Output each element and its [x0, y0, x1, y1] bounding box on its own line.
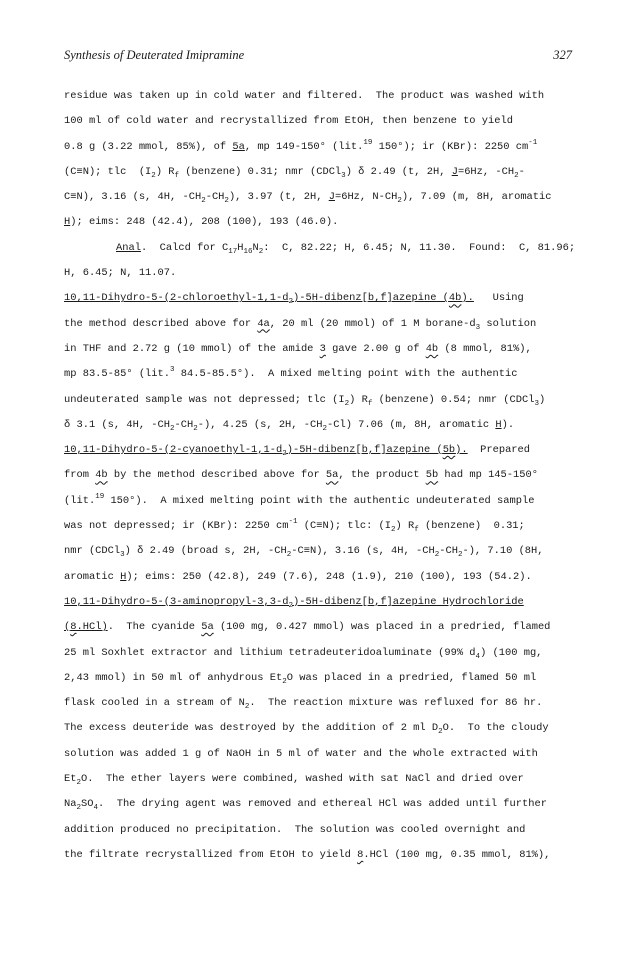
text-run: 150°); ir (KBr): 2250 cm — [372, 140, 529, 153]
text-run: )-5 — [286, 444, 306, 457]
text-run: 0.8 g (3.22 mmol, 85%), of — [64, 140, 233, 153]
underlined-text: H — [120, 570, 127, 583]
text-line — [64, 615, 574, 640]
subscript: 2 — [457, 551, 463, 560]
text-run: . The cyanide — [107, 621, 202, 634]
text-run: by the method described above for — [107, 469, 326, 482]
underlined-text: J — [328, 191, 335, 204]
text-line — [64, 590, 574, 615]
subscript: 2 — [391, 526, 396, 535]
text-line — [64, 489, 574, 514]
text-run: =6Hz, -CH — [457, 165, 515, 178]
text-run: solution was added 1 g of NaOH in 5 ml of water and the whole extracted with — [64, 747, 538, 760]
text-line — [64, 160, 574, 185]
text-line — [64, 109, 574, 134]
text-line — [64, 818, 574, 843]
subscript: 2 — [76, 779, 81, 788]
text-run: ). — [461, 292, 474, 305]
subscript: 4 — [475, 652, 481, 661]
compound-ref: 5b — [425, 469, 439, 482]
subscript: 2 — [282, 450, 287, 459]
subscript: 2 — [244, 703, 250, 712]
text-run: -), 4.25 (s, 2H, -CH — [197, 418, 323, 431]
text-run: ) δ 2.49 (broad s, 2H, -CH — [124, 545, 287, 558]
subscript: 2 — [224, 197, 229, 206]
text-run: . Calcd for C — [140, 241, 229, 254]
text-run: 10,11-Dihydro-5-(3-aminopropyl-3,3-d — [64, 595, 289, 608]
text-run: The excess deuteride was destroyed by the addition of 2 ml D — [64, 722, 439, 735]
text-run: (lit. — [64, 494, 96, 507]
subscript: f — [414, 526, 419, 535]
text-line — [64, 463, 574, 488]
text-run: 150°). A mixed melting point with the authentic undeuterated sample — [104, 494, 535, 507]
subscript: 2 — [344, 399, 350, 408]
compound-ref: 3 — [319, 342, 326, 355]
subscript: 2 — [258, 247, 264, 256]
text-run: ); eims: 250 (42.8), 249 (7.6), 248 (1.9), 210 (100), 193 (54.2). — [126, 570, 532, 583]
text-run: -dibenz[b,f]azepine ( — [317, 292, 449, 305]
text-run: -Cl) 7.06 (m, 8H, aromatic — [327, 418, 496, 431]
text-run: ). — [455, 444, 468, 457]
subscript: 2 — [170, 424, 175, 433]
text-run: flask cooled in a stream of N — [64, 697, 245, 710]
text-run: O. To the cloudy — [442, 722, 549, 735]
text-run: 100 ml of cold water and recrystallized from EtOH, then benzene to yield — [64, 115, 513, 128]
text-line — [64, 413, 574, 438]
text-run: C≡N), 3.16 (s, 4H, -CH — [64, 191, 202, 204]
text-run: .HCl) — [76, 621, 108, 634]
text-line — [64, 337, 574, 362]
text-run: ) δ 2.49 (t, 2H, — [345, 165, 452, 178]
subscript: 16 — [243, 247, 253, 256]
text-line — [64, 286, 574, 311]
text-run: Et — [64, 773, 77, 786]
compound-ref: 5a — [325, 469, 339, 482]
subscript: 2 — [286, 551, 292, 560]
text-run: from — [64, 469, 96, 482]
text-run: nmr (CDCl — [64, 545, 121, 558]
citation-superscript: 19 — [363, 138, 373, 147]
text-run: 84.5-85.5°). A mixed melting point with the authentic — [174, 368, 518, 381]
text-run: 10,11-Dihydro-5-(2-cyanoethyl-1,1-d — [64, 444, 283, 457]
text-run: undeuterated sample was not depressed; tlc (I — [64, 393, 345, 406]
text-run: , 20 ml (20 mmol) of 1 M borane-d — [269, 317, 476, 330]
text-run: in THF and 2.72 g (10 mmol) of the amide — [64, 342, 320, 355]
subscript: 3 — [120, 551, 125, 560]
text-run: O was placed in a predried, flamed 50 ml — [286, 671, 537, 684]
compound-ref: 4b — [95, 469, 108, 482]
text-line — [64, 362, 574, 387]
compound-ref: 5b — [442, 444, 456, 457]
compound-heading — [64, 596, 524, 608]
text-line — [64, 438, 574, 463]
text-run: - — [518, 165, 525, 178]
text-run: )-5 — [293, 595, 312, 608]
text-run: mp 83.5-85° (lit. — [64, 368, 171, 381]
article-body — [64, 84, 574, 868]
subscript: f — [367, 399, 373, 408]
text-run: -dibenz[b,f]azepine ( — [311, 444, 443, 457]
subscript: f — [174, 171, 180, 180]
text-line — [64, 792, 574, 817]
text-run: solution — [480, 317, 537, 330]
text-run: the filtrate recrystallized from EtOH to yield — [64, 848, 358, 861]
text-run: (C≡N); tlc: (I — [297, 520, 392, 533]
text-run: H — [237, 241, 244, 254]
superscript: -1 — [528, 138, 538, 147]
subscript: 2 — [288, 601, 293, 610]
subscript: 2 — [282, 677, 287, 686]
text-run: (8 mmol, 81%), — [438, 342, 532, 355]
text-run: ( — [64, 621, 71, 634]
text-run: -), 7.10 (8H, — [462, 545, 544, 558]
subscript: 2 — [288, 298, 293, 307]
text-line — [64, 716, 574, 741]
subscript: 17 — [228, 247, 238, 256]
text-run: H — [305, 444, 312, 457]
page-number: 327 — [553, 48, 572, 62]
text-run: (benzene) 0.31; nmr (CDCl — [179, 165, 342, 178]
running-title: Synthesis of Deuterated Imipramine — [64, 48, 245, 62]
subscript: 2 — [76, 804, 81, 813]
text-run: -CH — [205, 191, 225, 204]
text-run: .HCl (100 mg, 0.35 mmol, 81%), — [363, 848, 551, 861]
subscript: 2 — [151, 171, 156, 180]
text-run: , the product — [338, 469, 426, 482]
citation-superscript: 3 — [170, 366, 175, 375]
text-line — [64, 210, 574, 235]
text-line — [64, 236, 574, 261]
text-run: 25 ml Soxhlet extractor and lithium tetradeuteridoaluminate (99% d — [64, 646, 476, 659]
text-line — [64, 843, 574, 868]
text-run: the method described above for — [64, 317, 258, 330]
text-line — [64, 135, 574, 160]
text-line — [64, 641, 574, 666]
citation-superscript: 19 — [95, 492, 105, 501]
text-run: gave 2.00 g of — [325, 342, 426, 355]
subscript: 2 — [438, 728, 443, 737]
text-line — [64, 185, 574, 210]
underlined-text: H — [64, 216, 71, 229]
text-run: aromatic — [64, 570, 121, 583]
text-run: H — [311, 292, 318, 305]
subscript: 2 — [514, 171, 519, 180]
text-run: Using — [473, 292, 524, 305]
text-run: (benzene) 0.31; — [418, 520, 525, 533]
text-line — [64, 539, 574, 564]
text-line — [64, 261, 574, 286]
text-run: (C≡N); tlc (I — [64, 165, 152, 178]
text-line — [64, 514, 574, 539]
text-run: was not depressed; ir (KBr): 2250 cm — [64, 520, 289, 533]
subscript: 3 — [341, 171, 346, 180]
text-line — [64, 767, 574, 792]
text-run: ) (100 mg, — [480, 646, 543, 659]
text-run: (benzene) 0.54; nmr (CDCl — [372, 393, 535, 406]
text-run: Na — [64, 798, 77, 811]
text-run: O. The ether layers were combined, washed with sat NaCl and dried over — [81, 773, 524, 786]
text-run: , mp 149-150° (lit. — [244, 140, 364, 153]
subscript: 2 — [434, 551, 440, 560]
text-run: ) R — [155, 165, 175, 178]
text-run: =6Hz, N-CH — [334, 191, 398, 204]
subscript: 4 — [93, 804, 98, 813]
text-run: SO — [81, 798, 94, 811]
text-line — [64, 742, 574, 767]
text-run: H, 6.45; N, 11.07. — [64, 267, 177, 280]
text-run: -CH — [174, 418, 194, 431]
compound-ref: 8 — [357, 848, 364, 861]
compound-heading — [64, 444, 468, 459]
text-run: addition produced no precipitation. The solution was cooled overnight and — [64, 823, 526, 836]
text-run: 10,11-Dihydro-5-(2-chloroethyl-1,1-d — [64, 292, 289, 305]
compound-ref: 8 — [70, 621, 77, 634]
subscript: 3 — [534, 399, 539, 408]
text-run: -C≡N), 3.16 (s, 4H, -CH — [291, 545, 435, 558]
text-run: )-5 — [293, 292, 312, 305]
text-run: δ 3.1 (s, 4H, -CH — [64, 418, 171, 431]
subscript: 3 — [475, 323, 481, 332]
text-line — [64, 388, 574, 413]
text-run: residue was taken up in cold water and filtered. The product was washed with — [64, 90, 545, 102]
underlined-text: J — [451, 165, 458, 178]
subscript: 2 — [201, 197, 206, 206]
subscript: 2 — [193, 424, 198, 433]
underlined-text: Anal — [116, 241, 141, 254]
compound-ref: 4b — [448, 292, 462, 305]
text-line — [64, 84, 574, 109]
text-run: H — [311, 595, 318, 608]
text-line — [64, 666, 574, 691]
text-run: N — [252, 241, 259, 254]
text-run: ), 7.09 (m, 8H, aromatic — [401, 191, 552, 204]
text-run: 2,43 mmol) in 50 ml of anhydrous Et — [64, 671, 283, 684]
superscript: -1 — [288, 518, 298, 527]
text-run: ); eims: 248 (42.4), 208 (100), 193 (46.0). — [70, 216, 339, 229]
text-run: . The reaction mixture was refluxed for 86 hr. — [249, 697, 543, 710]
text-run: -dibenz[b,f]azepine Hydrochloride — [317, 595, 524, 608]
text-run: ). — [501, 418, 515, 431]
text-line — [64, 312, 574, 337]
text-run: ) R — [349, 393, 368, 406]
compound-ref: 4a — [257, 317, 270, 330]
text-run: ), 3.97 (t, 2H, — [228, 191, 329, 204]
text-run: Prepared — [467, 444, 531, 457]
text-run: (100 mg, 0.427 mmol) was placed in a predried, flamed — [213, 621, 551, 634]
compound-ref: 5a — [232, 140, 245, 153]
compound-ref: 5a — [201, 621, 214, 634]
underlined-text: H — [495, 418, 502, 431]
text-run: . The drying agent was removed and ethereal HCl was added until further — [98, 798, 547, 811]
subscript: 2 — [397, 197, 402, 206]
text-run: had mp 145-150° — [438, 469, 538, 482]
text-run: : C, 82.22; H, 6.45; N, 11.30. Found: C, 81.96; — [263, 241, 576, 254]
compound-heading — [64, 621, 108, 633]
text-run: -CH — [439, 545, 458, 558]
compound-ref: 4b — [425, 342, 439, 355]
text-line — [64, 691, 574, 716]
running-header — [64, 48, 572, 68]
compound-heading — [64, 292, 474, 307]
text-line — [64, 565, 574, 590]
subscript: 2 — [322, 424, 327, 433]
text-run: ) — [538, 393, 546, 406]
text-run: ) R — [395, 520, 415, 533]
